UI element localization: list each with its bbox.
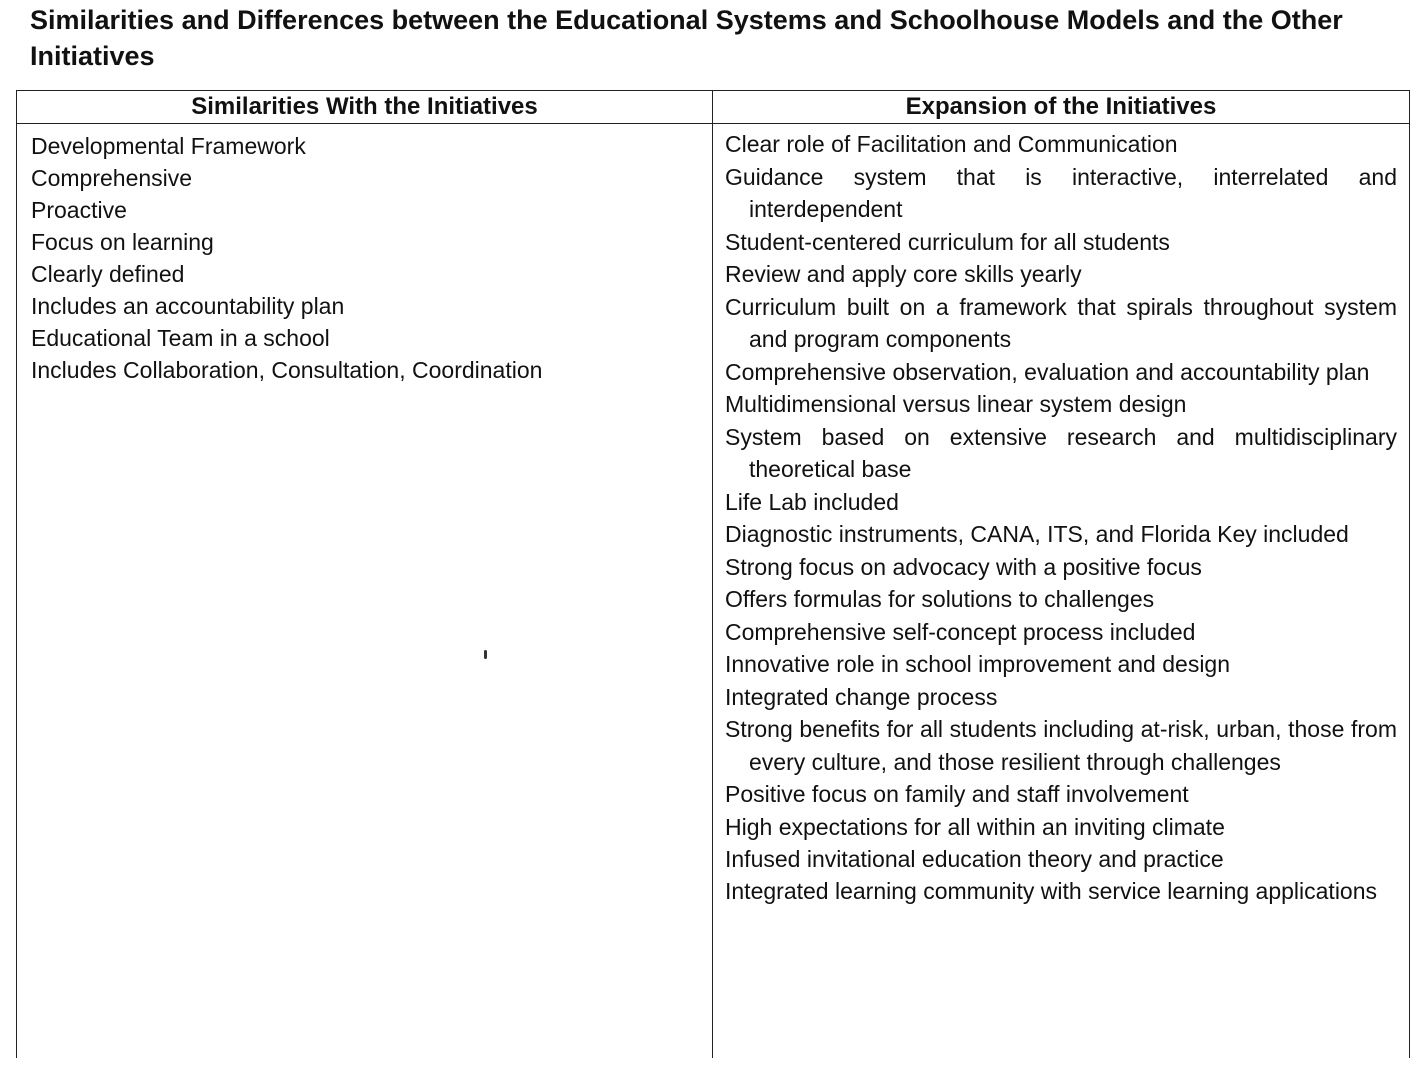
list-item: Strong benefits for all students including at-risk, urban, those from every culture, and those resilient through challenges: [725, 716, 1397, 775]
column-header-similarities: Similarities With the Initiatives: [17, 91, 713, 124]
list-item: Includes Collaboration, Consultation, Coordination: [31, 357, 543, 383]
table-body-row: [17, 124, 1410, 1059]
expansion-cell: [713, 124, 1410, 1059]
list-item: Multidimensional versus linear system design: [725, 391, 1187, 417]
scan-speck: [484, 650, 487, 659]
list-item: High expectations for all within an inviting climate: [725, 813, 1225, 840]
similarities-list: [17, 124, 712, 386]
column-header-expansion: Expansion of the Initiatives: [713, 91, 1410, 124]
list-item: Comprehensive observation, evaluation and accountability plan: [725, 358, 1370, 385]
list-item: Clear role of Facilitation and Communication: [725, 131, 1178, 157]
list-item: Educational Team in a school: [31, 325, 330, 351]
list-item: Clearly defined: [31, 261, 185, 287]
list-item: Strong focus on advocacy with a positive focus: [725, 553, 1202, 580]
list-item: Diagnostic instruments, CANA, ITS, and Florida Key included: [725, 521, 1349, 547]
list-item: Proactive: [31, 197, 127, 223]
similarities-cell: [17, 124, 713, 1059]
expansion-list: [713, 124, 1409, 906]
comparison-table: [16, 90, 1410, 1058]
list-item: Focus on learning: [31, 229, 214, 255]
list-item: Comprehensive: [31, 165, 193, 191]
list-item: System based on extensive research and multidisciplinary theoretical base: [725, 423, 1397, 482]
list-item: Includes an accountability plan: [31, 293, 345, 319]
list-item: Integrated learning community with service learning applications: [725, 877, 1378, 904]
list-item: Guidance system that is interactive, interrelated and interdependent: [725, 163, 1397, 222]
list-item: Comprehensive self-concept process included: [725, 618, 1196, 645]
list-item: Life Lab included: [725, 488, 899, 515]
page-title: Similarities and Differences between the Educational Systems and Schoolhouse Models and the Other Initiatives: [30, 5, 1343, 71]
list-item: Positive focus on family and staff involvement: [725, 781, 1189, 807]
list-item: Curriculum built on a framework that spirals throughout system and program components: [725, 293, 1397, 352]
list-item: Offers formulas for solutions to challenges: [725, 586, 1155, 612]
list-item: Developmental Framework: [31, 133, 306, 159]
list-item: Infused invitational education theory and practice: [725, 846, 1224, 872]
list-item: Integrated change process: [725, 683, 998, 710]
table-header-row: [17, 91, 1410, 124]
list-item: Student-centered curriculum for all students: [725, 228, 1170, 255]
list-item: Innovative role in school improvement and design: [725, 651, 1231, 677]
list-item: Review and apply core skills yearly: [725, 261, 1082, 287]
